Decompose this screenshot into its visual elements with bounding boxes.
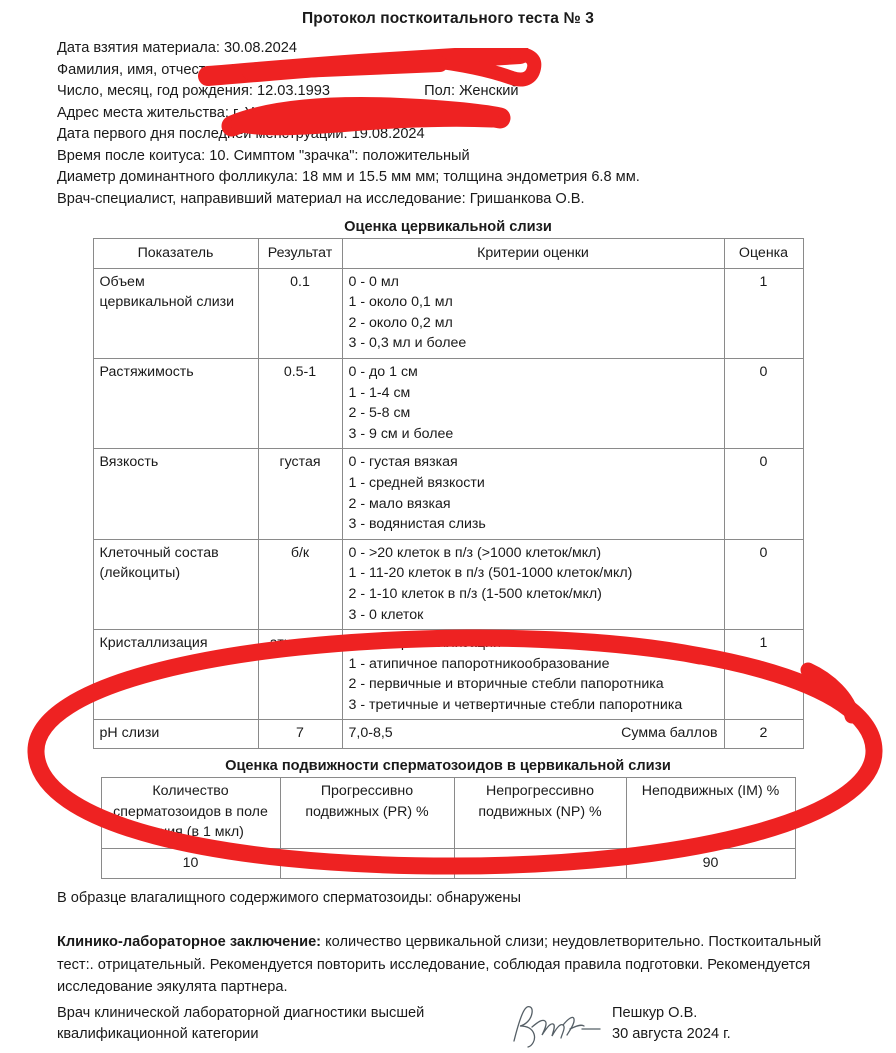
field-address-label: Адрес места жительства: — [57, 104, 229, 121]
page-title: Протокол посткоитального теста № 3 — [302, 10, 594, 27]
motility-table — [101, 777, 796, 879]
field-last-menstruation-value: 19.08.2024 — [351, 126, 425, 142]
cell-total-score: 2 — [724, 720, 803, 749]
column-header-progressive: Прогрессивно подвижных (PR) % — [280, 778, 454, 849]
signature-date: 30 августа 2024 г. — [612, 1025, 731, 1042]
field-birth-date-value: 12.03.1993 — [256, 83, 331, 99]
signer-role-line-2: квалификационной категории — [57, 1025, 259, 1042]
mucus-table-caption: Оценка цервикальной слизи — [344, 219, 552, 235]
field-time-after-coitus — [57, 146, 856, 168]
table-row — [101, 848, 795, 879]
criteria-line: 0 - густая вязкая — [348, 454, 458, 471]
criteria-line: 1 - атипичное папоротникообразование — [348, 655, 610, 672]
sample-finding-line: В образце влагалищного содержимого сперматозоиды: обнаружены — [57, 890, 521, 907]
field-follicle-diameter — [57, 167, 856, 189]
table-row-ph — [93, 720, 803, 749]
criteria-line: 1 - 1-4 см — [348, 384, 411, 401]
field-referring-doctor-value: Гришанкова О.В. — [469, 190, 585, 207]
cell-nonprogressive-value: 10 — [454, 848, 626, 879]
column-header-criteria: Критерии оценки — [342, 239, 724, 269]
criteria-line: 2 - первичные и вторичные стебли папоротника — [348, 676, 664, 693]
criteria-line: 3 - водянистая слизь — [348, 516, 486, 533]
field-referring-doctor-label: Врач-специалист, направивший материал на исследование: — [57, 190, 466, 207]
indicator-line: Объем — [99, 273, 145, 290]
field-address — [57, 103, 856, 125]
table-header-row — [101, 778, 795, 849]
criteria-line: 3 - 0 клеток — [348, 606, 424, 623]
criteria-line: 2 - 5-8 см — [348, 405, 411, 422]
conclusion-label: Клинико-лабораторное заключение: — [57, 934, 322, 951]
criteria-line: 1 - 11-20 клеток в п/з (501-1000 клеток/мкл) — [348, 565, 633, 582]
cell-immotile-value: 90 — [626, 848, 795, 879]
cell-criteria — [342, 539, 724, 629]
column-header-indicator: Показатель — [93, 239, 258, 269]
criteria-line: 2 - 1-10 клеток в п/з (1-500 клеток/мкл) — [348, 585, 602, 602]
table-row — [93, 449, 803, 539]
criteria-line: 0 - 0 мл — [348, 273, 399, 290]
cell-criteria — [342, 358, 724, 448]
cell-result: густая — [258, 449, 342, 539]
column-header-immotile: Неподвижных (IM) % — [626, 778, 795, 849]
criteria-line: 0 - >20 клеток в п/з (>1000 клеток/мкл) — [348, 544, 602, 561]
clinical-conclusion — [0, 931, 896, 999]
field-sex-value: Женский — [459, 83, 519, 99]
table-row — [93, 630, 803, 720]
field-address-value: г. Ул — [232, 104, 262, 121]
cell-result: б/к — [258, 539, 342, 629]
criteria-line: 0 - нет кристаллизации — [348, 635, 501, 652]
cell-score: 0 — [724, 449, 803, 539]
field-full-name-value: Яку — [229, 61, 256, 78]
field-full-name — [57, 60, 856, 82]
cell-indicator: Вязкость — [93, 449, 258, 539]
indicator-line: Клеточный состав — [99, 544, 219, 561]
cell-indicator — [93, 539, 258, 629]
cell-score: 0 — [724, 358, 803, 448]
criteria-line: 1 - средней вязкости — [348, 474, 485, 491]
field-sex-label: Пол: — [424, 83, 455, 99]
field-birth-date — [57, 81, 856, 103]
field-referring-doctor — [57, 189, 856, 211]
field-sample-date-value: 30.08.2024 — [223, 40, 297, 56]
signer-name: Пешкур О.В. — [612, 1004, 698, 1021]
indicator-line: цервикальной слизи — [99, 294, 235, 311]
mucus-evaluation-table — [93, 238, 804, 749]
cell-indicator: Растяжимость — [93, 358, 258, 448]
column-header-nonprogressive: Непрогрессивно подвижных (NP) % — [454, 778, 626, 849]
cell-criteria — [342, 268, 724, 358]
cell-criteria — [342, 630, 724, 720]
indicator-line: (лейкоциты) — [99, 565, 181, 582]
criteria-line: 2 - около 0,2 мл — [348, 314, 453, 331]
cell-indicator: pH слизи — [93, 720, 258, 749]
column-header-score: Оценка — [724, 239, 803, 269]
table-row — [93, 539, 803, 629]
cell-count-value: 10 — [101, 848, 280, 879]
field-time-after-coitus-label: Время после коитуса: — [57, 147, 206, 164]
conclusion-text: количество цервикальной слизи; неудовлетворительно. Посткоитальный тест:. отрицательный. Рекомендуется повторить исследование, соблюдая правила подготовки. Рекомендуется исследование эякулята партнера. — [57, 934, 822, 996]
field-sample-date — [57, 38, 856, 60]
criteria-line: 1 - около 0,1 мл — [348, 294, 453, 311]
motility-table-caption: Оценка подвижности сперматозоидов в цервикальной слизи — [225, 758, 671, 775]
cell-progressive-value: - — [280, 848, 454, 879]
table-header-row — [93, 239, 803, 269]
field-birth-date-label: Число, месяц, год рождения: — [57, 83, 253, 99]
field-last-menstruation — [57, 124, 856, 146]
column-header-result: Результат — [258, 239, 342, 269]
field-last-menstruation-label: Дата первого дня последней менструации: — [57, 126, 348, 142]
cell-score: 1 — [724, 630, 803, 720]
criteria-line: 3 - 0,3 мл и более — [348, 335, 467, 352]
field-sample-date-label: Дата взятия материала: — [57, 40, 220, 56]
cell-indicator — [93, 268, 258, 358]
criteria-line: 3 - 9 см и более — [348, 425, 454, 442]
criteria-line: 3 - третичные и четвертичные стебли папоротника — [348, 696, 683, 713]
signer-details — [612, 1003, 731, 1045]
criteria-line: 7,0-8,5 — [348, 725, 393, 742]
cell-result: 0.5-1 — [258, 358, 342, 448]
criteria-line: 2 - мало вязкая — [348, 495, 451, 512]
cell-criteria — [342, 449, 724, 539]
cell-result: 7 — [258, 720, 342, 749]
patient-header-fields — [0, 38, 896, 210]
cell-score: 1 — [724, 268, 803, 358]
sum-label: Сумма баллов — [621, 725, 718, 742]
table-row — [93, 358, 803, 448]
criteria-line: 0 - до 1 см — [348, 363, 418, 380]
table-row — [93, 268, 803, 358]
signer-role — [57, 1003, 497, 1045]
field-time-after-coitus-value: 10. Симптом "зрачка": положительный — [209, 147, 470, 164]
cell-indicator: Кристаллизация — [93, 630, 258, 720]
signer-role-line-1: Врач клинической лабораторной диагностики высшей — [57, 1004, 425, 1021]
column-header-count: Количество сперматозоидов в поле зрения (в 1 мкл) — [101, 778, 280, 849]
handwritten-signature-icon — [508, 1001, 616, 1053]
signature-block — [0, 1003, 896, 1045]
cell-sum-label — [342, 720, 724, 749]
field-full-name-label: Фамилия, имя, отчество: — [57, 61, 226, 78]
field-follicle-diameter-value: 18 мм и 15.5 мм мм; толщина эндометрия 6.8 мм. — [302, 169, 640, 185]
field-follicle-diameter-label: Диаметр доминантного фолликула: — [57, 169, 298, 185]
cell-result: 0.1 — [258, 268, 342, 358]
cell-result: атипично — [258, 630, 342, 720]
cell-score: 0 — [724, 539, 803, 629]
